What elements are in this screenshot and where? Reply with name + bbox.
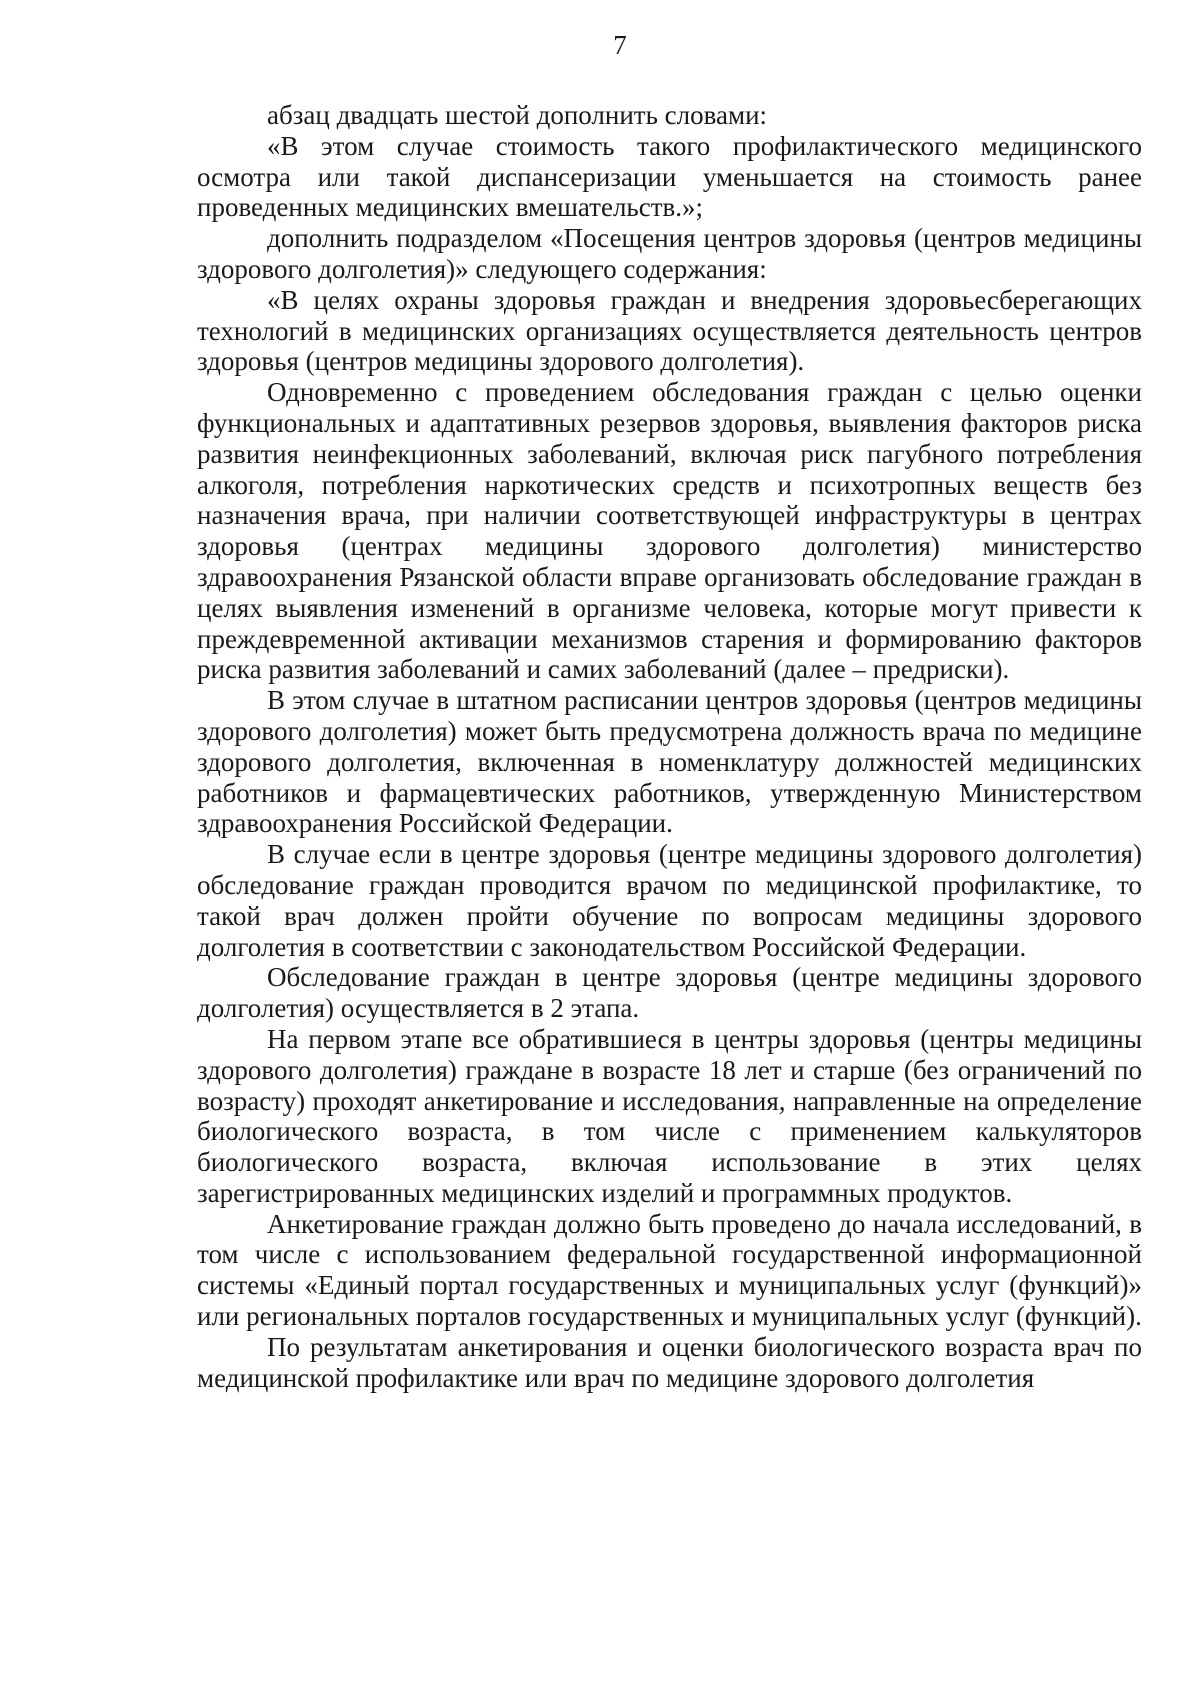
paragraph: На первом этапе все обратившиеся в центры здоровья (центры медицины здорового долголетия) граждане в возрасте 18 лет и старше (без ограничений по возрасту) проходят анкетирование и исследования, направленные на определение биологического возраста, в том числе с применением калькуляторов биологического возраста, включая использование в этих целях зарегистрированных медицинских изделий и программных продуктов. (197, 1023, 1142, 1208)
body-text (197, 100, 1142, 1393)
paragraph: «В этом случае стоимость такого профилактического медицинского осмотра или такой диспансеризации уменьшается на стоимость ранее проведенных медицинских вмешательств.»; (197, 130, 1142, 223)
paragraph: По результатам анкетирования и оценки биологического возраста врач по медицинской профилактике или врач по медицине здорового долголетия (197, 1331, 1142, 1393)
paragraph: абзац двадцать шестой дополнить словами: (267, 100, 768, 130)
paragraph: В случае если в центре здоровья (центре медицины здорового долголетия) обследование граждан проводится врачом по медицинской профилактике, то такой врач должен пройти обучение по вопросам медицины здорового долголетия в соответствии с законодательством Российской Федерации. (197, 839, 1142, 962)
paragraph: «В целях охраны здоровья граждан и внедрения здоровьесберегающих технологий в медицинских организациях осуществляется деятельность центров здоровья (центров медицины здорового долголетия). (197, 284, 1142, 377)
paragraph: дополнить подразделом «Посещения центров здоровья (центров медицины здорового долголетия)» следующего содержания: (197, 223, 1142, 284)
paragraph: Одновременно с проведением обследования граждан с целью оценки функциональных и адаптативных резервов здоровья, выявления факторов риска развития неинфекционных заболеваний, включая риск пагубного потребления алкоголя, потребления наркотических средств и психотропных веществ без назначения врача, при наличии соответствующей инфраструктуры в центрах здоровья (центрах медицины здорового долголетия) министерство здравоохранения Рязанской области вправе организовать обследование граждан в целях выявления изменений в организме человека, которые могут привести к преждевременной активации механизмов старения и формированию факторов риска развития заболеваний и самих заболеваний (далее – предриски). (197, 377, 1142, 685)
paragraph: Обследование граждан в центре здоровья (центре медицины здорового долголетия) осуществляется в 2 этапа. (197, 962, 1142, 1024)
page-number: 7 (613, 30, 627, 60)
paragraph: Анкетирование граждан должно быть проведено до начала исследований, в том числе с использованием федеральной государственной информационной системы «Единый портал государственных и муниципальных услуг (функций)» или региональных порталов государственных и муниципальных услуг (функций). (197, 1208, 1142, 1332)
paragraph: В этом случае в штатном расписании центров здоровья (центров медицины здорового долголетия) может быть предусмотрена должность врача по медицине здорового долголетия, включенная в номенклатуру должностей медицинских работников и фармацевтических работников, утвержденную Министерством здравоохранения Российской Федерации. (197, 685, 1142, 839)
